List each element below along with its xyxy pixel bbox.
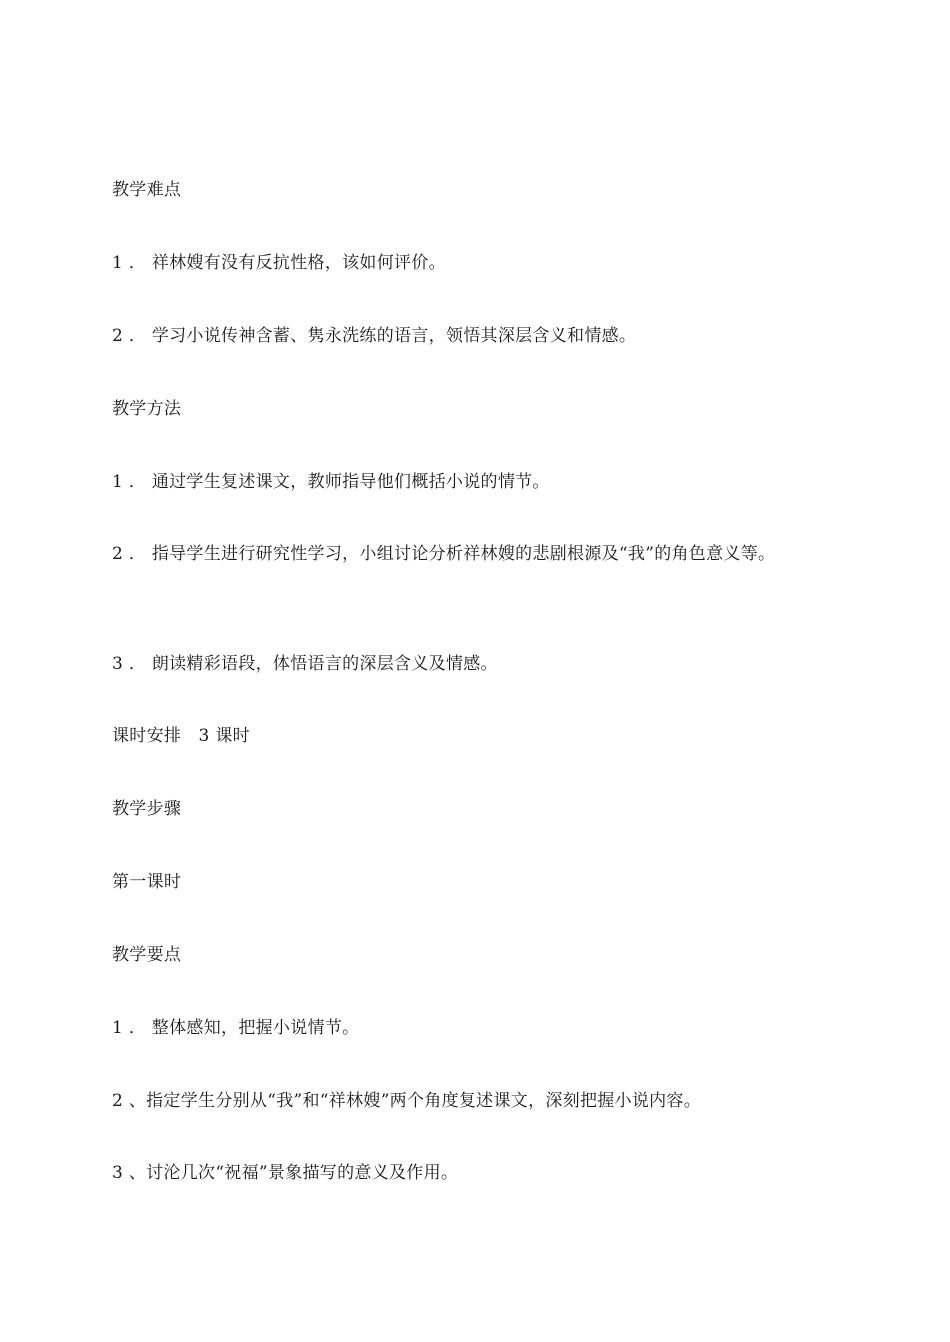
lesson-schedule: 课时安排 3 课时 bbox=[112, 726, 250, 746]
heading-teaching-methods: 教学方法 bbox=[112, 399, 182, 419]
difficulty-item-1: 1 ． 祥林嫂有没有反抗性格，该如何评价。 bbox=[112, 253, 446, 273]
point-item-3: 3 、讨沦几次“祝福”景象描写的意义及作用。 bbox=[112, 1163, 459, 1183]
heading-teaching-points: 教学要点 bbox=[112, 945, 182, 965]
method-item-1: 1 ． 通过学生复述课文，教师指导他们概括小说的情节。 bbox=[112, 472, 550, 492]
difficulty-item-2: 2 ． 学习小说传神含蓄、隽永洗练的语言，领悟其深层含义和情感。 bbox=[112, 326, 637, 346]
method-item-2: 2 ． 指导学生进行研究性学习，小组讨论分析祥林嫂的悲剧根源及“我”的角色意义等。 bbox=[112, 544, 776, 564]
method-item-3: 3 ． 朗读精彩语段，体悟语言的深层含义及情感。 bbox=[112, 654, 498, 674]
heading-teaching-difficulties: 教学难点 bbox=[112, 180, 182, 200]
point-item-2: 2 、指定学生分别从“我”和“祥林嫂”两个角度复述课文，深刻把握小说内容。 bbox=[112, 1091, 702, 1111]
heading-first-lesson: 第一课时 bbox=[112, 872, 182, 892]
heading-teaching-steps: 教学步骤 bbox=[112, 799, 182, 819]
point-item-1: 1 ． 整体感知，把握小说情节。 bbox=[112, 1018, 360, 1038]
